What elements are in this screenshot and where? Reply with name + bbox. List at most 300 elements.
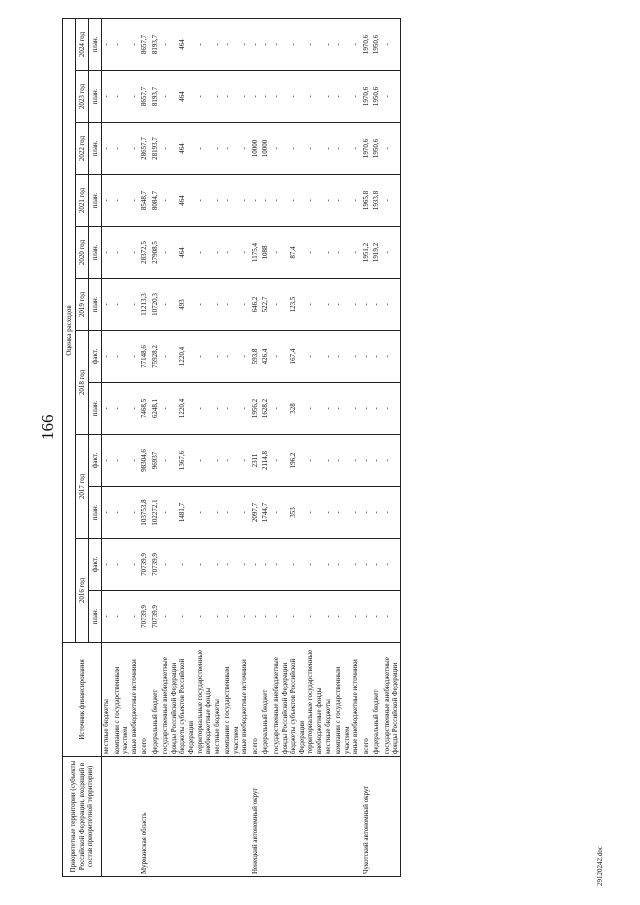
value-cell: - — [196, 175, 213, 227]
territory-cell — [223, 757, 240, 877]
value-cell: - — [102, 435, 113, 487]
value-cell: 70739,9 — [140, 539, 151, 591]
header-sub: план. — [89, 175, 102, 227]
table-row — [289, 18, 306, 876]
value-cell: - — [306, 383, 323, 435]
rotated-page-content — [62, 19, 618, 877]
value-cell: - — [372, 331, 383, 383]
value-cell: 1951,2 — [362, 227, 373, 279]
table-row — [102, 18, 113, 876]
value-cell: - — [130, 591, 141, 643]
value-cell: - — [161, 435, 178, 487]
territory-cell — [261, 757, 272, 877]
value-cell: - — [334, 71, 351, 123]
value-cell: - — [240, 435, 251, 487]
value-cell: - — [161, 539, 178, 591]
table-row — [213, 18, 224, 876]
value-cell: - — [102, 71, 113, 123]
value-cell: - — [223, 279, 240, 331]
value-cell: - — [324, 175, 335, 227]
value-cell: - — [334, 18, 351, 70]
value-cell: - — [102, 331, 113, 383]
value-cell: - — [306, 227, 323, 279]
value-cell: - — [196, 487, 213, 539]
value-cell: - — [113, 279, 130, 331]
value-cell: - — [223, 539, 240, 591]
source-cell: государственные внебюджетные фонды Российской Федерации — [161, 643, 178, 757]
value-cell: - — [306, 539, 323, 591]
value-cell: - — [306, 487, 323, 539]
value-cell: - — [261, 591, 272, 643]
value-cell: 10000 — [251, 123, 262, 175]
value-cell: - — [113, 331, 130, 383]
value-cell: - — [113, 175, 130, 227]
value-cell: - — [306, 71, 323, 123]
value-cell: - — [383, 487, 401, 539]
value-cell: - — [213, 175, 224, 227]
table-row — [240, 18, 251, 876]
value-cell: - — [113, 539, 130, 591]
value-cell: - — [351, 175, 362, 227]
source-cell: бюджеты субъектов Российской Федерации — [289, 643, 306, 757]
header-year: 2016 год — [76, 539, 89, 643]
value-cell: 1950,6 — [372, 123, 383, 175]
value-cell: - — [383, 71, 401, 123]
value-cell: 1220,4 — [178, 331, 195, 383]
value-cell: - — [240, 71, 251, 123]
value-cell: - — [324, 71, 335, 123]
value-cell: - — [161, 18, 178, 70]
value-cell: 8657,7 — [140, 18, 151, 70]
value-cell: 70739,9 — [151, 591, 162, 643]
value-cell: 28657,7 — [140, 123, 151, 175]
value-cell: - — [113, 123, 130, 175]
source-cell: государственные внебюджетные фонды Российской Федерации — [383, 643, 401, 757]
table-row — [362, 18, 373, 876]
value-cell: - — [161, 383, 178, 435]
value-cell: - — [334, 279, 351, 331]
territory-cell — [102, 757, 113, 877]
value-cell: 522,7 — [261, 279, 272, 331]
page-number: 166 — [38, 414, 57, 440]
value-cell: - — [306, 435, 323, 487]
value-cell: - — [272, 175, 289, 227]
value-cell: - — [372, 487, 383, 539]
value-cell: - — [102, 18, 113, 70]
value-cell: - — [383, 591, 401, 643]
value-cell: - — [383, 331, 401, 383]
value-cell: - — [272, 279, 289, 331]
value-cell: - — [251, 18, 262, 70]
value-cell: - — [251, 175, 262, 227]
value-cell: - — [306, 18, 323, 70]
table-row — [334, 18, 351, 876]
value-cell: 1950,6 — [372, 18, 383, 70]
value-cell: 328 — [289, 383, 306, 435]
value-cell: - — [196, 539, 213, 591]
value-cell: - — [324, 123, 335, 175]
header-year: 2017 год — [76, 435, 89, 539]
value-cell: - — [362, 487, 373, 539]
value-cell: - — [213, 591, 224, 643]
value-cell: - — [161, 487, 178, 539]
territory-cell — [240, 757, 251, 877]
value-cell: - — [113, 487, 130, 539]
value-cell: - — [240, 487, 251, 539]
value-cell: 7468,5 — [140, 383, 151, 435]
value-cell: - — [372, 279, 383, 331]
value-cell: - — [351, 383, 362, 435]
value-cell: - — [324, 227, 335, 279]
source-cell: территориальные государственные внебюджетные фонды — [196, 643, 213, 757]
value-cell: 8193,7 — [151, 71, 162, 123]
source-cell: местные бюджеты — [102, 643, 113, 757]
value-cell: - — [178, 591, 195, 643]
value-cell: - — [213, 539, 224, 591]
table-row — [223, 18, 240, 876]
value-cell: - — [161, 175, 178, 227]
value-cell: - — [130, 487, 141, 539]
source-cell: государственные внебюджетные фонды Российской Федерации — [272, 643, 289, 757]
value-cell: 8657,7 — [140, 71, 151, 123]
value-cell: - — [113, 591, 130, 643]
value-cell: - — [102, 487, 113, 539]
value-cell: - — [289, 71, 306, 123]
value-cell: 1175,4 — [251, 227, 262, 279]
value-cell: - — [113, 227, 130, 279]
value-cell: - — [161, 123, 178, 175]
value-cell: - — [351, 18, 362, 70]
header-sub: план. — [89, 279, 102, 331]
value-cell: - — [383, 383, 401, 435]
territory-cell — [383, 757, 401, 877]
source-cell: компании с государственным участием — [113, 643, 130, 757]
value-cell: - — [289, 175, 306, 227]
value-cell: - — [113, 18, 130, 70]
value-cell: - — [334, 227, 351, 279]
value-cell: - — [196, 279, 213, 331]
value-cell: 10720,3 — [151, 279, 162, 331]
value-cell: - — [223, 227, 240, 279]
header-sub: план. — [89, 123, 102, 175]
source-cell: всего — [251, 643, 262, 757]
value-cell: - — [130, 435, 141, 487]
value-cell: - — [351, 279, 362, 331]
value-cell: - — [102, 227, 113, 279]
value-cell: - — [213, 227, 224, 279]
header-year: 2022 год — [76, 123, 89, 175]
value-cell: 11213,3 — [140, 279, 151, 331]
value-cell: - — [130, 539, 141, 591]
value-cell: - — [362, 435, 373, 487]
value-cell: 1744,7 — [261, 487, 272, 539]
value-cell: - — [351, 227, 362, 279]
value-cell: - — [334, 435, 351, 487]
value-cell: - — [102, 383, 113, 435]
value-cell: - — [334, 123, 351, 175]
value-cell: 464 — [178, 123, 195, 175]
value-cell: - — [113, 435, 130, 487]
value-cell: - — [161, 227, 178, 279]
value-cell: 70739,9 — [140, 591, 151, 643]
table-row — [261, 18, 272, 876]
value-cell: 1481,7 — [178, 487, 195, 539]
source-cell: местные бюджеты — [324, 643, 335, 757]
value-cell: - — [196, 227, 213, 279]
value-cell: 426,4 — [261, 331, 272, 383]
value-cell: - — [240, 383, 251, 435]
value-cell: 493 — [178, 279, 195, 331]
value-cell: - — [383, 435, 401, 487]
value-cell: - — [272, 435, 289, 487]
value-cell: - — [102, 123, 113, 175]
value-cell: - — [102, 279, 113, 331]
header-year: 2020 год — [76, 227, 89, 279]
value-cell: - — [383, 18, 401, 70]
value-cell: - — [334, 539, 351, 591]
value-cell: - — [113, 383, 130, 435]
value-cell: - — [351, 71, 362, 123]
value-cell: - — [334, 175, 351, 227]
value-cell: - — [240, 123, 251, 175]
value-cell: - — [272, 539, 289, 591]
value-cell: - — [113, 71, 130, 123]
territory-cell — [161, 757, 178, 877]
value-cell: - — [351, 539, 362, 591]
header-sub: факт. — [89, 435, 102, 487]
header-year: 2019 год — [76, 279, 89, 331]
value-cell: - — [306, 331, 323, 383]
value-cell: - — [362, 591, 373, 643]
value-cell: - — [289, 539, 306, 591]
value-cell: 27908,5 — [151, 227, 162, 279]
source-cell: иные внебюджетные источники — [130, 643, 141, 757]
value-cell: - — [261, 539, 272, 591]
value-cell: 1088 — [261, 227, 272, 279]
value-cell: - — [161, 279, 178, 331]
value-cell: - — [383, 227, 401, 279]
value-cell: - — [362, 539, 373, 591]
value-cell: - — [261, 18, 272, 70]
table-row — [113, 18, 130, 876]
value-cell: - — [223, 123, 240, 175]
header-sub: план. — [89, 18, 102, 70]
value-cell: - — [272, 331, 289, 383]
value-cell: - — [240, 279, 251, 331]
territory-cell — [334, 757, 351, 877]
value-cell: - — [351, 591, 362, 643]
value-cell: 2097,7 — [251, 487, 262, 539]
value-cell: - — [102, 175, 113, 227]
value-cell: - — [240, 18, 251, 70]
value-cell: - — [334, 487, 351, 539]
value-cell: - — [130, 175, 141, 227]
value-cell: - — [383, 123, 401, 175]
value-cell: - — [383, 175, 401, 227]
value-cell: 1970,6 — [362, 18, 373, 70]
value-cell: - — [196, 18, 213, 70]
territory-cell: Мурманская область — [140, 757, 151, 877]
value-cell: - — [251, 71, 262, 123]
value-cell: - — [351, 435, 362, 487]
value-cell: - — [334, 331, 351, 383]
value-cell: - — [196, 383, 213, 435]
table-row — [178, 18, 195, 876]
territory-cell — [289, 757, 306, 877]
value-cell: - — [130, 279, 141, 331]
value-cell: - — [130, 71, 141, 123]
value-cell: - — [306, 123, 323, 175]
value-cell: - — [372, 591, 383, 643]
value-cell: - — [130, 123, 141, 175]
header-territory: Приоритетные территории (субъекты Российской Федерации, входящий в состав приоритетной территории) — [63, 757, 102, 877]
header-estimate: Оценка расходов — [63, 18, 76, 642]
table-row — [140, 18, 151, 876]
header-year: 2018 год — [76, 331, 89, 435]
value-cell: - — [213, 71, 224, 123]
value-cell: - — [272, 487, 289, 539]
value-cell: - — [213, 331, 224, 383]
table-row — [383, 18, 401, 876]
value-cell: 196,2 — [289, 435, 306, 487]
value-cell: - — [272, 227, 289, 279]
value-cell: 28193,7 — [151, 123, 162, 175]
value-cell: - — [240, 227, 251, 279]
territory-cell: Ненецкий автономный округ — [251, 757, 262, 877]
source-cell: иные внебюджетные источники — [240, 643, 251, 757]
value-cell: - — [383, 539, 401, 591]
value-cell: - — [223, 383, 240, 435]
value-cell: - — [324, 435, 335, 487]
value-cell: 464 — [178, 227, 195, 279]
table-row — [306, 18, 323, 876]
value-cell: - — [161, 71, 178, 123]
header-sub: факт. — [89, 331, 102, 383]
value-cell: - — [223, 71, 240, 123]
value-cell: - — [272, 18, 289, 70]
value-cell: 464 — [178, 18, 195, 70]
table-row — [272, 18, 289, 876]
territory-cell — [272, 757, 289, 877]
value-cell: 77148,6 — [140, 331, 151, 383]
value-cell: 75928,2 — [151, 331, 162, 383]
header-sub: план. — [89, 591, 102, 643]
value-cell: 646,2 — [251, 279, 262, 331]
value-cell: - — [161, 331, 178, 383]
value-cell: 1220,4 — [178, 383, 195, 435]
value-cell: - — [213, 18, 224, 70]
value-cell: - — [362, 279, 373, 331]
value-cell: - — [362, 331, 373, 383]
value-cell: 167,4 — [289, 331, 306, 383]
value-cell: - — [362, 383, 373, 435]
value-cell: - — [130, 18, 141, 70]
value-cell: - — [272, 591, 289, 643]
territory-cell — [196, 757, 213, 877]
header-year: 2021 год — [76, 175, 89, 227]
value-cell: - — [196, 591, 213, 643]
value-cell: - — [196, 71, 213, 123]
value-cell: - — [178, 539, 195, 591]
territory-cell — [178, 757, 195, 877]
value-cell: - — [240, 331, 251, 383]
value-cell: 1628,2 — [261, 383, 272, 435]
territory-cell — [213, 757, 224, 877]
value-cell: - — [130, 227, 141, 279]
table-row — [372, 18, 383, 876]
table-row — [351, 18, 362, 876]
value-cell: - — [161, 591, 178, 643]
value-cell: - — [351, 123, 362, 175]
value-cell: - — [383, 279, 401, 331]
header-sub: план. — [89, 383, 102, 435]
header-sub: план. — [89, 227, 102, 279]
header-sub: факт. — [89, 539, 102, 591]
value-cell: 70739,9 — [151, 539, 162, 591]
value-cell: - — [251, 539, 262, 591]
table-row — [196, 18, 213, 876]
territory-cell — [113, 757, 130, 877]
value-cell: 1956,2 — [251, 383, 262, 435]
value-cell: - — [324, 18, 335, 70]
territory-cell — [324, 757, 335, 877]
territory-cell — [372, 757, 383, 877]
value-cell: - — [213, 435, 224, 487]
source-cell: территориальные государственные внебюджетные фонды — [306, 643, 323, 757]
value-cell: - — [251, 591, 262, 643]
table-row — [161, 18, 178, 876]
source-cell: федеральный бюджет — [151, 643, 162, 757]
value-cell: - — [289, 591, 306, 643]
value-cell: - — [306, 279, 323, 331]
value-cell: - — [196, 331, 213, 383]
value-cell: 1965,8 — [362, 175, 373, 227]
value-cell: 28372,5 — [140, 227, 151, 279]
value-cell: - — [240, 175, 251, 227]
value-cell: - — [261, 175, 272, 227]
value-cell: - — [324, 591, 335, 643]
value-cell: 2311 — [251, 435, 262, 487]
source-cell: федеральный бюджет — [372, 643, 383, 757]
value-cell: - — [306, 175, 323, 227]
value-cell: 102272,1 — [151, 487, 162, 539]
header-sub: план. — [89, 487, 102, 539]
value-cell: 6248,1 — [151, 383, 162, 435]
value-cell: - — [240, 539, 251, 591]
value-cell: - — [102, 591, 113, 643]
value-cell: 1367,6 — [178, 435, 195, 487]
header-sub: план. — [89, 71, 102, 123]
source-cell: компании с государственным участием — [223, 643, 240, 757]
value-cell: - — [130, 331, 141, 383]
value-cell: 96937 — [151, 435, 162, 487]
table-row — [251, 18, 262, 876]
value-cell: - — [324, 539, 335, 591]
value-cell: - — [261, 71, 272, 123]
value-cell: - — [324, 383, 335, 435]
value-cell: 464 — [178, 175, 195, 227]
table-row — [130, 18, 141, 876]
value-cell: 464 — [178, 71, 195, 123]
value-cell: - — [272, 71, 289, 123]
value-cell: - — [196, 435, 213, 487]
value-cell: - — [213, 383, 224, 435]
territory-cell — [151, 757, 162, 877]
value-cell: - — [334, 383, 351, 435]
table-row — [324, 18, 335, 876]
value-cell: - — [130, 383, 141, 435]
value-cell: - — [213, 487, 224, 539]
